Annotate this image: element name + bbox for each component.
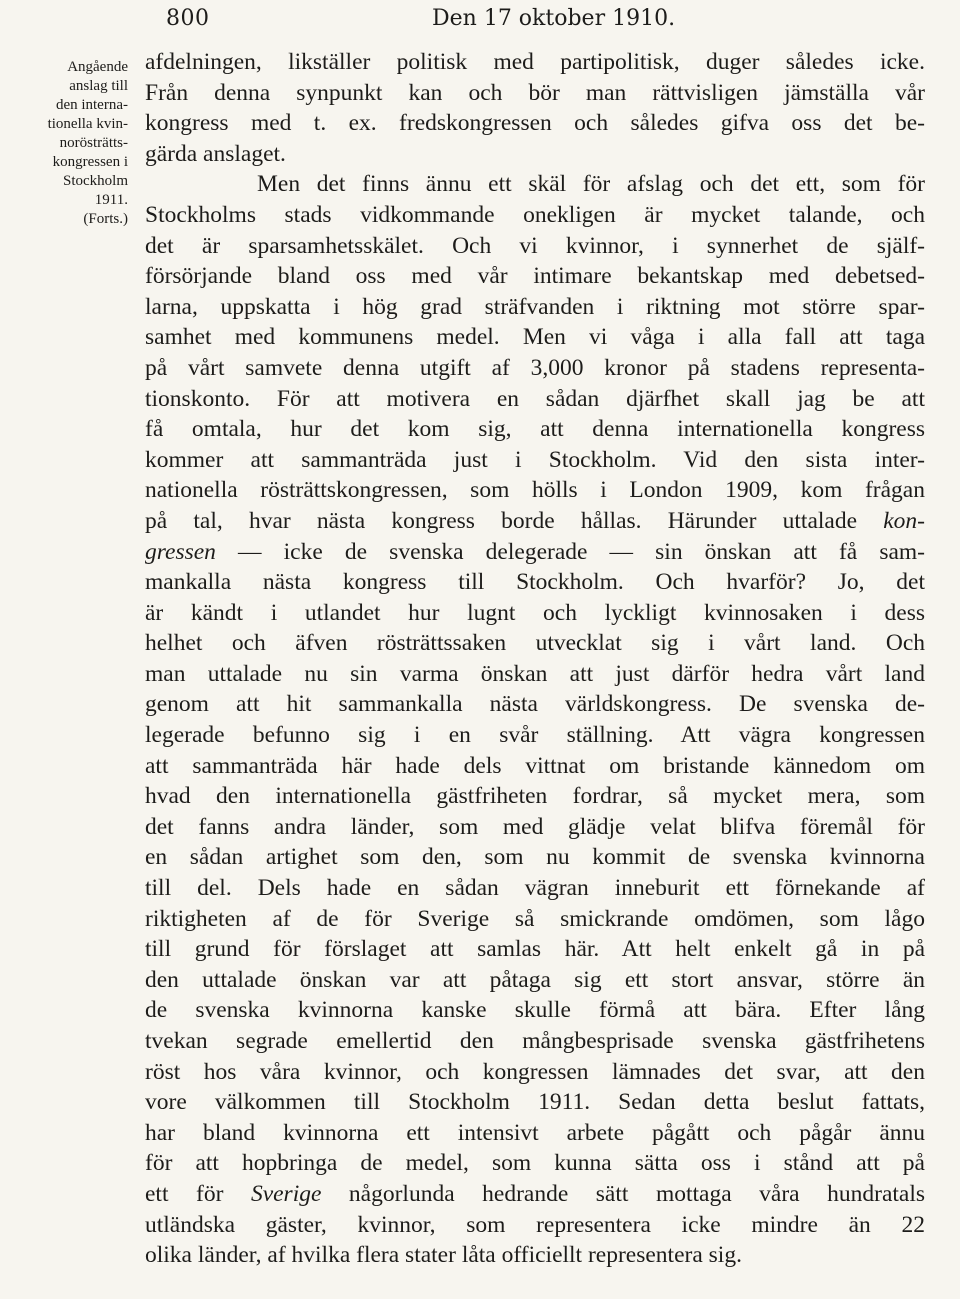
margin-note-line: anslag till — [69, 78, 128, 94]
text-line: till del. Dels hade en sådan vägran inneburit ett förnekande af — [145, 875, 925, 902]
page-header — [0, 6, 960, 32]
text-line: den uttalade önskan var att påtaga sig ett stort ansvar, större än — [145, 966, 925, 993]
margin-note-line: tionella kvin- — [47, 116, 128, 132]
text-line: ett för Sverige någorlunda hedrande sätt mottaga våra hundratals — [145, 1180, 926, 1207]
text-line: de svenska kvinnorna kanske skulle förmå att bära. Efter lång — [145, 997, 925, 1024]
margin-note-line: den interna- — [55, 97, 128, 113]
text-line: är kändt i utlandet hur lugnt och lyckligt kvinnosaken i dess — [145, 599, 925, 626]
text-line: till grund för förslaget att samlas här. Att helt enkelt gå in på — [145, 936, 925, 963]
margin-note-line: (Forts.) — [83, 211, 128, 227]
margin-note-line: Angående — [67, 59, 128, 75]
text-line: man uttalade nu sin varma önskan att just därför hedra vårt land — [145, 660, 925, 687]
text-line: vore välkommen till Stockholm 1911. Sedan detta beslut fattats, — [145, 1089, 925, 1116]
text-line: det fanns andra länder, som med glädje velat blifva föremål för — [145, 813, 925, 840]
margin-note-line: norösträtts- — [59, 135, 128, 151]
text-line: gressen — icke de svenska delegerade — sin önskan att få sam- — [145, 538, 925, 565]
italic-text: kon- — [883, 507, 925, 534]
body-text — [145, 47, 925, 1271]
margin-note-line: kongressen i — [52, 154, 128, 170]
italic-text: gressen — [145, 538, 216, 565]
text-line: Stockholms stads vidkommande onekligen är mycket talande, och — [145, 201, 925, 228]
running-head: Den 17 oktober 1910. — [432, 6, 676, 31]
text-line: hvad den internationella gästfriheten fordrar, så mycket mera, som — [145, 783, 925, 810]
margin-note-line: Stockholm — [62, 173, 128, 189]
text-line: olika länder, af hvilka flera stater låta officiellt representera sig. — [145, 1242, 742, 1269]
text-line: en sådan artighet som den, som nu kommit de svenska kvinnorna — [145, 844, 925, 871]
text-line: mankalla nästa kongress till Stockholm. Och hvarför? Jo, det — [145, 569, 925, 596]
margin-note-line: 1911. — [94, 192, 128, 208]
text-line: afdelningen, likställer politisk med partipolitisk, duger således icke. — [145, 49, 925, 75]
text-line: samhet med kommunens medel. Men vi våga i alla fall att taga — [145, 324, 925, 351]
text-line: kongress med t. ex. fredskongressen och således gifva oss det be- — [145, 110, 925, 137]
text-line: har bland kvinnorna ett intensivt arbete pågått och pågår ännu — [145, 1119, 925, 1146]
text-line: nationella rösträttskongressen, som hölls i London 1909, kom frågan — [145, 477, 925, 504]
text-line: röst hos våra kvinnor, och kongressen lämnades det svar, att den — [145, 1058, 925, 1085]
text-line: att sammanträda här hade dels vittnat om bristande kännedom om — [145, 752, 925, 779]
text-line: försörjande bland oss med vår intimare bekantskap med debetsed- — [145, 263, 925, 290]
text-line: riktigheten af de för Sverige så smickrande omdömen, som lågo — [145, 905, 925, 932]
text-line: på tal, hvar nästa kongress borde hållas. Härunder uttalade kon- — [145, 507, 925, 534]
text-line: Men det finns ännu ett skäl för afslag och det ett, som för — [257, 171, 925, 198]
text-line: gärda anslaget. — [145, 140, 286, 167]
text-line: larna, uppskatta i hög grad sträfvanden i riktning mot större spar- — [145, 293, 925, 320]
page-number: 800 — [166, 6, 210, 31]
margin-note — [4, 58, 128, 229]
italic-text: Sverige — [250, 1180, 322, 1207]
text-line: för att hopbringa de medel, som kunna sätta oss i stånd att på — [145, 1150, 925, 1177]
text-line: Från denna synpunkt kan och bör man rättvisligen jämställa vår — [145, 79, 925, 106]
text-line: legerade befunno sig i en svår ställning. Att vägra kongressen — [145, 722, 925, 749]
text-line: det är sparsamhetsskälet. Och vi kvinnor, i synnerhet de själf- — [145, 232, 925, 259]
text-line: tionskonto. För att motivera en sådan djärfhet skall jag be att — [145, 385, 925, 412]
text-line: genom att hit sammankalla nästa världskongress. De svenska de- — [145, 691, 925, 718]
text-line: få omtala, hur det kom sig, att denna internationella kongress — [145, 416, 925, 443]
text-line: helhet och äfven rösträttssaken utvecklat sig i vårt land. Och — [145, 630, 925, 657]
text-line: utländska gäster, kvinnor, som representera icke mindre än 22 — [145, 1211, 925, 1238]
text-line: tvekan segrade emellertid den mångbesprisade svenska gästfrihetens — [145, 1028, 925, 1054]
text-line: kommer att sammanträda just i Stockholm. Vid den sista inter- — [145, 446, 925, 473]
text-line: på vårt samvete denna utgift af 3,000 kronor på stadens representa- — [145, 354, 925, 381]
